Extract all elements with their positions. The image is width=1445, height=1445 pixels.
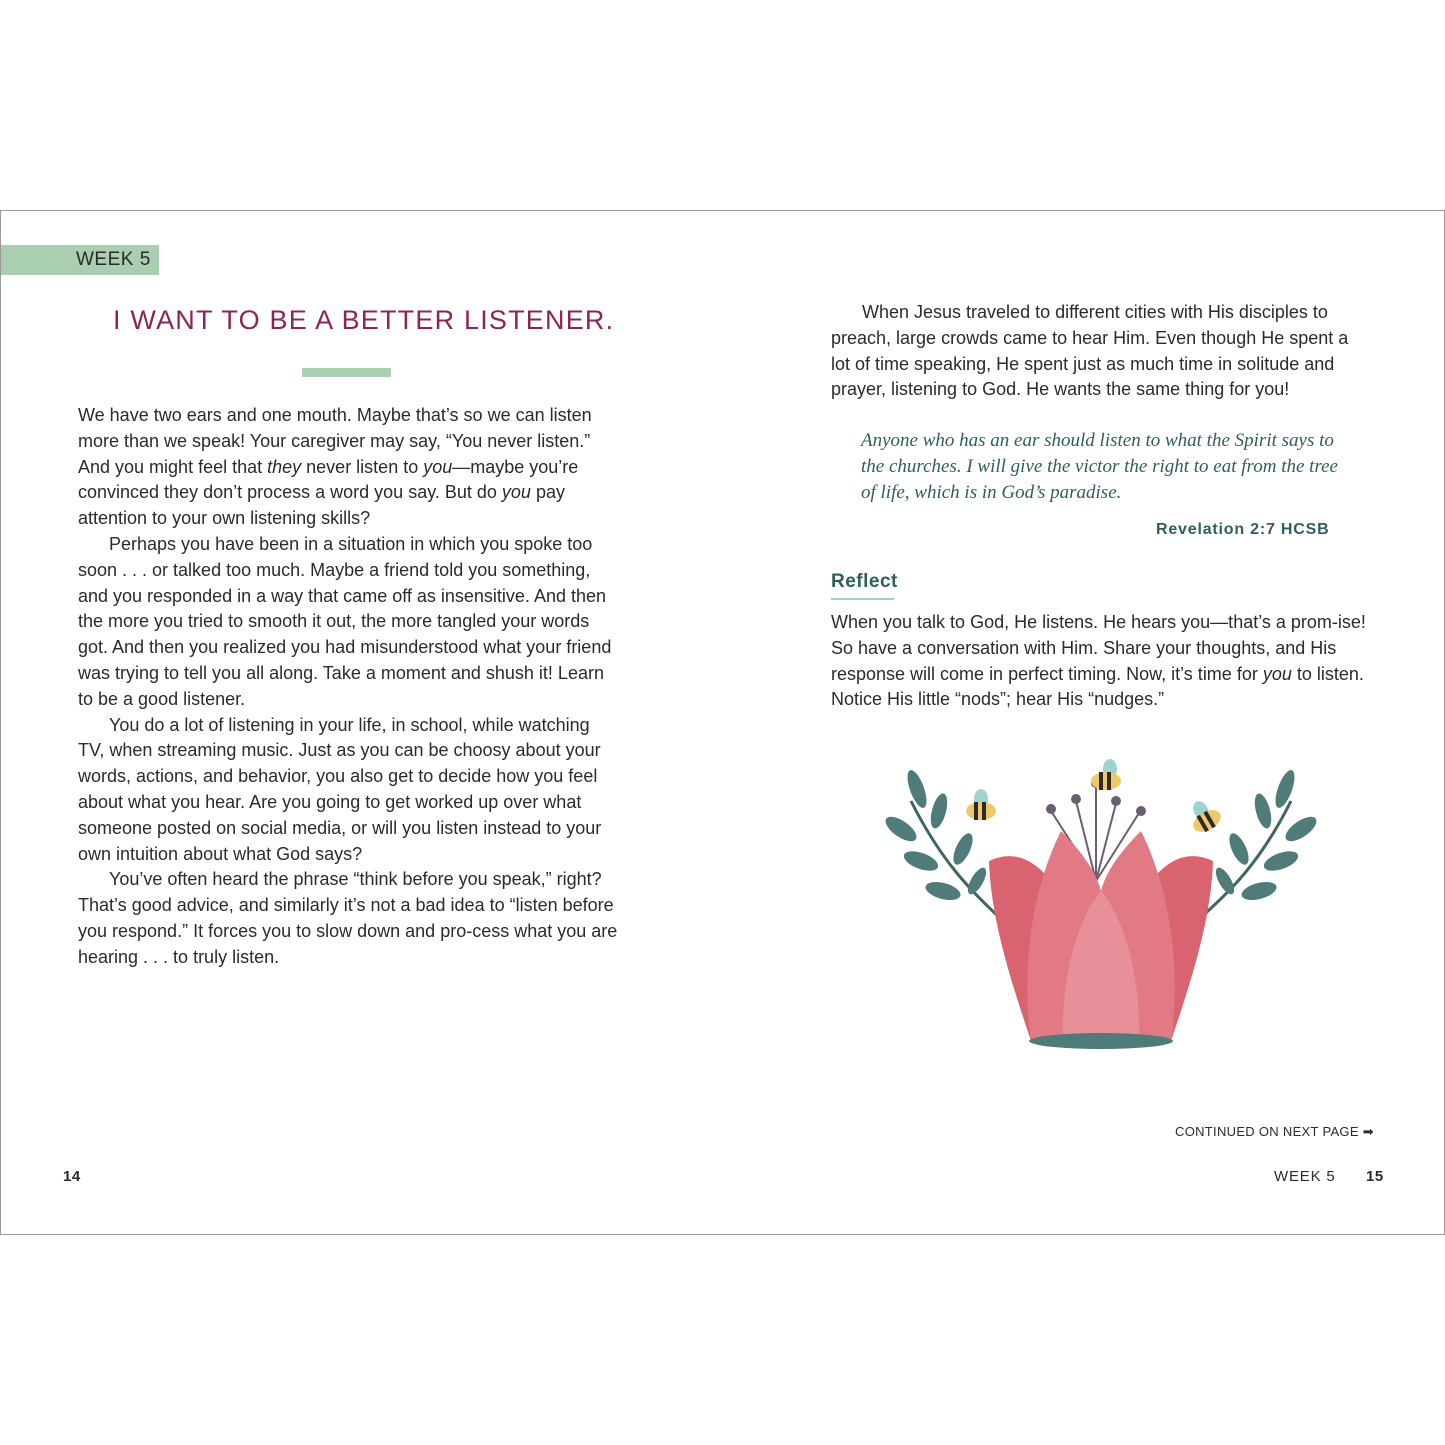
continued-notice: CONTINUED ON NEXT PAGE ➡	[1175, 1124, 1374, 1139]
left-body	[78, 403, 618, 971]
paragraph-1: We have two ears and one mouth. Maybe that’s so we can listen more than we speak! Your caregiver may say, “You never listen.” And you might feel that they never listen to you—maybe you’re convinced they don’t process a word you say. But do you pay attention to your own listening skills?	[78, 405, 592, 529]
scripture-citation: Revelation 2:7 HCSB	[1156, 521, 1330, 538]
bee-icon	[966, 789, 996, 820]
scripture-quote: Anyone who has an ear should listen to what the Spirit says to the churches. I will give the victor the right to eat from the tree of life, which is in God’s paradise.	[861, 430, 1338, 503]
bee-icon	[1091, 759, 1121, 790]
paragraph-4: You’ve often heard the phrase “think before you speak,” right? That’s good advice, and similarly it’s not a bad idea to “listen before you respond.” It forces you to slow down and pro-cess what you are hearing . . . to truly listen.	[78, 869, 618, 967]
book-spread	[0, 210, 1445, 1235]
reflect-body: When you talk to God, He listens. He hears you—that’s a prom-ise! So have a conversation with Him. Share your thoughts, and His response will come in perfect timing. Now, it’s time for you to listen. Notice His little “nods”; hear His “nudges.”	[831, 612, 1366, 710]
paragraph-3: You do a lot of listening in your life, in school, while watching TV, when streaming music. Just as you can be choosy about your words, actions, and behavior, you also get to decide how you feel about what you hear. Are you going to get worked up over what someone posted on social media, or will you listen instead to your own intuition about what God says?	[78, 714, 602, 864]
running-head: WEEK 5	[1274, 1168, 1336, 1185]
week-tab: WEEK 5	[1, 245, 159, 275]
title-divider	[302, 368, 391, 377]
flower-illustration	[881, 741, 1321, 1051]
paragraph-2: Perhaps you have been in a situation in which you spoke too soon . . . or talked too much. Maybe a friend told you something, and you responded in a way that came off as insensitive. And then the more you tried to smooth it out, the more tangled your words got. And then you realized you had misunderstood what your friend was trying to tell you all along. Take a moment and shush it! Learn to be a good listener.	[78, 533, 612, 709]
bee-icon	[1183, 794, 1224, 836]
arrow-right-icon: ➡	[1362, 1124, 1374, 1139]
reflect-underline	[831, 598, 894, 600]
leaf-branch-icon	[1199, 768, 1320, 919]
page-title: I WANT TO BE A BETTER LISTENER.	[113, 305, 615, 335]
intro-paragraph: When Jesus traveled to different cities with His disciples to preach, large crowds came to hear Him. Even though He spent a lot of time speaking, He spent just as much time in solitude and prayer, listening to God. He wants the same thing for you!	[831, 302, 1349, 400]
page-number-left: 14	[63, 1168, 81, 1185]
page-number-right: 15	[1366, 1168, 1384, 1185]
reflect-heading: Reflect	[831, 571, 898, 592]
